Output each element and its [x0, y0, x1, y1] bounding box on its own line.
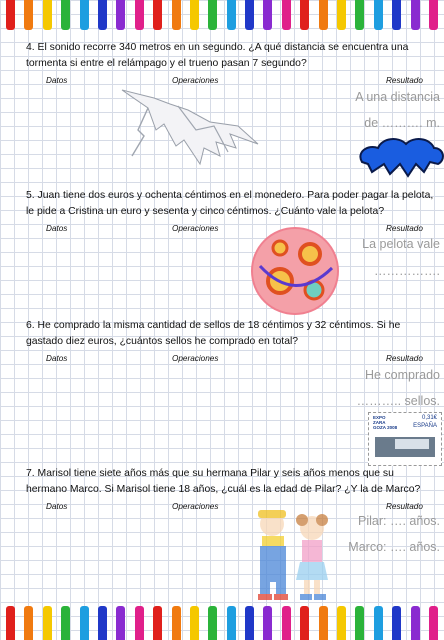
question-text: 6. He comprado la misma cantidad de sellos de 18 céntimos y 32 céntimos. Si he gastado diez euros, ¿cuántos sellos he comprado en total?	[26, 320, 401, 347]
datos-label: Datos	[46, 502, 68, 511]
storm-cloud-icon	[356, 132, 444, 184]
stripe	[98, 606, 107, 640]
stripe	[227, 606, 236, 640]
stripe	[43, 606, 52, 640]
stripe	[263, 606, 272, 640]
stripe	[208, 606, 217, 640]
stripe	[355, 0, 364, 30]
problem-4	[26, 40, 434, 85]
resultado-label: Resultado	[386, 76, 423, 85]
stripe	[135, 606, 144, 640]
question-text: 7. Marisol tiene siete años más que su hermana Pilar y seis años menos que su hermano Marco. Si Marisol tiene 18 años, ¿cuál es la edad de Pilar? ¿Y la de Marco?	[26, 468, 421, 495]
stripe	[24, 0, 33, 30]
stripe	[190, 606, 199, 640]
stamp-country: ESPAÑA	[413, 423, 437, 429]
question-text: 5. Juan tiene dos euros y ochenta céntimos en el monedero. Para poder pagar la pelota, le pide a Cristina un euro y sesenta y cinco céntimos. ¿Cuánto vale la pelota?	[26, 190, 434, 217]
stripe	[337, 606, 346, 640]
stripe	[245, 606, 254, 640]
operaciones-label: Operaciones	[172, 502, 219, 511]
children-icon	[240, 506, 340, 602]
stripe	[263, 0, 272, 30]
operaciones-label: Operaciones	[172, 224, 219, 233]
stripe	[282, 0, 291, 30]
stripe	[61, 606, 70, 640]
stripe	[282, 606, 291, 640]
datos-label: Datos	[46, 224, 68, 233]
question-text: 4. El sonido recorre 340 metros en un segundo. ¿A qué distancia se encuentra una tormenta si entre el relámpago y el trueno pasan 7 segundo?	[26, 42, 409, 69]
answer-line-2: de ………. m.	[364, 116, 440, 130]
answer-line-1: A una distancia	[355, 90, 440, 104]
ball-icon	[250, 226, 340, 316]
lightning-icon	[118, 86, 268, 172]
problem-7	[26, 466, 434, 511]
stripe	[43, 0, 52, 30]
stripe	[300, 606, 309, 640]
stripe	[116, 0, 125, 30]
stripe	[153, 606, 162, 640]
stripe	[6, 606, 15, 640]
datos-label: Datos	[46, 76, 68, 85]
stripe	[319, 0, 328, 30]
stripe	[411, 606, 420, 640]
column-headers	[26, 349, 434, 363]
stripe	[24, 606, 33, 640]
stripe	[319, 606, 328, 640]
stripe	[300, 0, 309, 30]
stripe	[227, 0, 236, 30]
stamp-picture	[375, 437, 435, 457]
answer-line-1: La pelota vale	[362, 237, 440, 251]
stripe	[392, 606, 401, 640]
datos-label: Datos	[46, 354, 68, 363]
stripe	[392, 0, 401, 30]
stripe	[6, 0, 15, 30]
stripe	[208, 0, 217, 30]
stripe	[153, 0, 162, 30]
stripe	[172, 606, 181, 640]
answer-line-2: Marco: …. años.	[348, 540, 440, 554]
answer-line-2: …………….	[374, 264, 440, 278]
resultado-label: Resultado	[386, 502, 423, 511]
stripe	[374, 0, 383, 30]
operaciones-label: Operaciones	[172, 76, 219, 85]
stripe	[245, 0, 254, 30]
stripe	[355, 606, 364, 640]
column-headers	[26, 219, 434, 233]
column-headers	[26, 71, 434, 85]
stripe	[61, 0, 70, 30]
stripe	[190, 0, 199, 30]
answer-line-1: Pilar: …. años.	[358, 514, 440, 528]
stripe	[429, 0, 438, 30]
stripe	[98, 0, 107, 30]
stripe	[411, 0, 420, 30]
stripe	[80, 0, 89, 30]
stamp-expo-text: EXPO ZARA GOZA 2008	[373, 415, 398, 430]
operaciones-label: Operaciones	[172, 354, 219, 363]
stripe	[80, 606, 89, 640]
stripe	[172, 0, 181, 30]
resultado-label: Resultado	[386, 224, 423, 233]
stripe	[337, 0, 346, 30]
stripe	[135, 0, 144, 30]
stripe	[374, 606, 383, 640]
top-stripe-border	[0, 0, 444, 30]
problem-5	[26, 188, 434, 233]
column-headers	[26, 497, 434, 511]
stamp-icon	[368, 412, 442, 466]
resultado-label: Resultado	[386, 354, 423, 363]
bottom-stripe-border	[0, 606, 444, 640]
stripe	[116, 606, 125, 640]
problem-6	[26, 318, 434, 363]
answer-line-1: He comprado	[364, 368, 440, 382]
stripe	[429, 606, 438, 640]
stamp-footer: CORREOS	[373, 459, 394, 464]
stamp-price: 0,31€	[421, 415, 437, 421]
answer-line-2: ……….. sellos.	[356, 394, 440, 408]
